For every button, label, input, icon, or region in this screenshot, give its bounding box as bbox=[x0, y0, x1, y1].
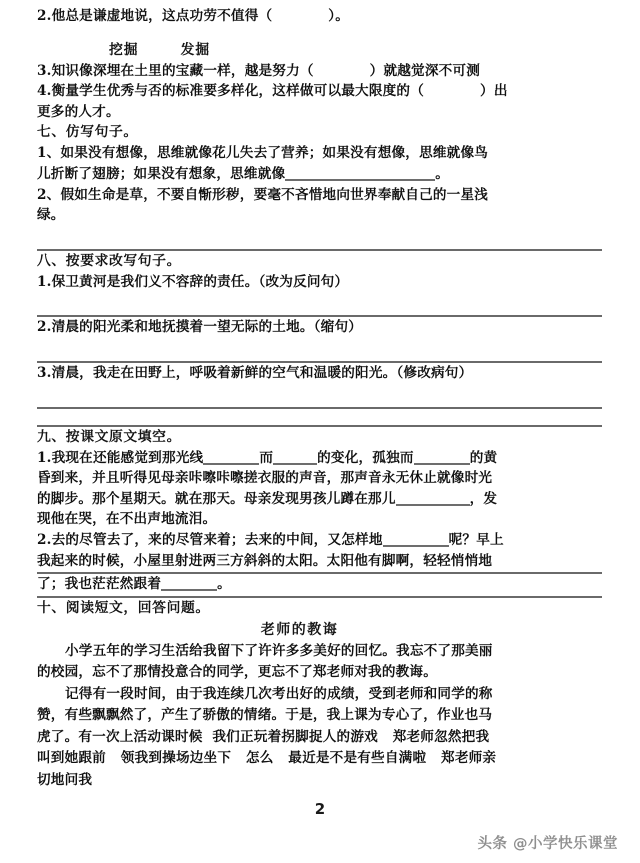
section-eight-item-3: 3.清晨，我走在田野上，呼吸着新鲜的空气和温暖的阳光。（修改病句） bbox=[37, 364, 473, 381]
section-eight-item-1: 1.保卫黄河是我们义不容辞的责任。（改为反问句） bbox=[37, 273, 349, 290]
top-item-4 bbox=[37, 81, 602, 102]
section-nine-item-2-blank-1[interactable] bbox=[383, 532, 449, 547]
section-nine-item-2-line-3-suffix: 。 bbox=[217, 576, 231, 593]
passage-para-2-line-1: 记得有一段时间，由于我连续几次考出好的成绩，受到老师和同学的称 bbox=[65, 685, 493, 702]
top-item-3-text: 3.知识像深埋在土里的宝藏一样，越是努力（ bbox=[37, 62, 314, 79]
section-nine-item-1-part-b: 而 bbox=[259, 449, 274, 466]
word-bank-option-2[interactable]: 发掘 bbox=[180, 41, 211, 58]
section-seven-item-1-suffix: 。 bbox=[435, 165, 450, 182]
section-nine-item-1-part-a: 1.我现在还能感觉到那光线 bbox=[37, 449, 204, 466]
passage-para-1-line-1: 小学五年的学习生活给我留下了许许多多美好的回忆。我忘不了那美丽 bbox=[65, 642, 493, 659]
section-nine-item-1-blank-2[interactable] bbox=[273, 450, 317, 465]
section-seven-item-1-prefix: 儿折断了翅膀；如果没有想象，思维就像 bbox=[37, 165, 286, 182]
passage-para-2-line-5: 切地问我 bbox=[37, 771, 93, 788]
section-seven-item-2-line-2: 绿。 bbox=[37, 207, 65, 224]
section-seven-item-1-blank[interactable] bbox=[285, 166, 435, 181]
section-seven-heading: 七、仿写句子。 bbox=[37, 124, 138, 141]
passage-para-2-line-2: 赞，有些飘飘然了，产生了骄傲的情绪。于是，我上课为专心了，作业也马 bbox=[37, 707, 493, 724]
section-nine bbox=[37, 425, 602, 598]
section-nine-item-1-line-1 bbox=[37, 448, 602, 469]
word-bank bbox=[37, 40, 602, 61]
section-nine-item-2-line-3 bbox=[37, 574, 602, 598]
section-nine-item-1-line-4: 现他在哭，在不出声地流泪。 bbox=[37, 511, 217, 528]
section-nine-item-2-line-3-prefix: 了；我也茫茫然跟着 bbox=[37, 576, 162, 593]
section-nine-item-1-blank-4[interactable] bbox=[396, 491, 470, 506]
section-ten-heading: 十、阅读短文，回答问题。 bbox=[37, 599, 210, 616]
passage-para-2-line-3: 虎了。有一次上活动课时候 我们正玩着拐脚捉人的游戏 郑老师忽然把我 bbox=[37, 728, 490, 745]
page-number: 2 bbox=[314, 800, 326, 818]
top-item-4-tail: ）出 bbox=[480, 83, 508, 100]
section-nine-item-1-line-3-prefix: 的脚步。那个星期天。就在那天。母亲发现男孩儿蹲在那儿 bbox=[37, 490, 396, 507]
section-seven bbox=[37, 122, 602, 225]
section-nine-item-2-line-1 bbox=[37, 530, 602, 551]
section-eight-item-2: 2.清晨的阳光柔和地抚摸着一望无际的土地。（缩句） bbox=[37, 319, 363, 336]
top-item-2-text: 2.他总是谦虚地说，这点功劳不值得（ bbox=[37, 8, 273, 24]
top-item-2 bbox=[37, 6, 602, 27]
section-seven-item-1-line-1: 1、如果没有想像，思维就像花儿失去了营养；如果没有想像，思维就像鸟 bbox=[37, 145, 489, 162]
top-item-3-tail: ）就越觉深不可测 bbox=[369, 62, 481, 79]
watermark: 头条 @小学快乐课堂 bbox=[477, 836, 618, 852]
word-bank-option-1[interactable]: 挖掘 bbox=[109, 41, 139, 58]
section-nine-item-2-prefix: 2.去的尽管去了，来的尽管来着；去来的中间，又怎样地 bbox=[37, 531, 383, 548]
passage-title: 老师的教诲 bbox=[260, 621, 339, 638]
passage-para-1-line-2: 的校园，忘不了那情投意合的同学，更忘不了郑老师对我的教诲。 bbox=[37, 664, 438, 681]
section-seven-item-1-line-2 bbox=[37, 164, 602, 185]
reading-passage bbox=[37, 641, 602, 792]
top-exercise-group bbox=[37, 6, 602, 122]
section-nine-item-2-line-2: 我起来的时候，小屋里射进两三方斜斜的太阳。太阳他有脚啊，轻轻悄悄地 bbox=[37, 551, 602, 575]
section-nine-item-1-part-c: 的变化，孤独而 bbox=[317, 449, 414, 466]
section-nine-heading: 九、按课文原文填空。 bbox=[37, 428, 181, 445]
section-eight bbox=[37, 249, 602, 409]
section-nine-item-1-part-d: 的黄 bbox=[469, 449, 498, 466]
top-item-3 bbox=[37, 61, 602, 82]
top-item-4-line2: 更多的人才。 bbox=[37, 103, 120, 120]
section-nine-item-1-blank-1[interactable] bbox=[203, 450, 259, 465]
section-eight-heading: 八、按要求改写句子。 bbox=[37, 252, 181, 269]
section-nine-item-1-line-2: 昏到来，并且听得见母亲咔嚓咔嚓搓衣服的声音，那声音永无休止就像时光 bbox=[37, 470, 493, 487]
section-nine-item-2-suffix: 呢？早上 bbox=[448, 531, 504, 548]
top-item-2-tail: ）。 bbox=[328, 8, 350, 24]
section-nine-item-1-line-3 bbox=[37, 489, 602, 510]
section-seven-item-2-line-1: 2、假如生命是草，不要自惭形秽，要毫不吝惜地向世界奉献自己的一星浅 bbox=[37, 186, 489, 203]
section-nine-item-1-line-3-suffix: ，发 bbox=[469, 490, 498, 507]
section-nine-item-1-blank-3[interactable] bbox=[414, 450, 470, 465]
section-ten bbox=[37, 598, 602, 792]
passage-para-2-line-4: 叫到她跟前 领我到操场边坐下 怎么 最近是不是有些自满啦 郑老师亲 bbox=[37, 750, 497, 767]
top-item-4-text: 4.衡量学生优秀与否的标准要多样化，这样做可以最大限度的（ bbox=[37, 83, 425, 100]
section-nine-item-2-blank-2[interactable] bbox=[161, 576, 217, 591]
